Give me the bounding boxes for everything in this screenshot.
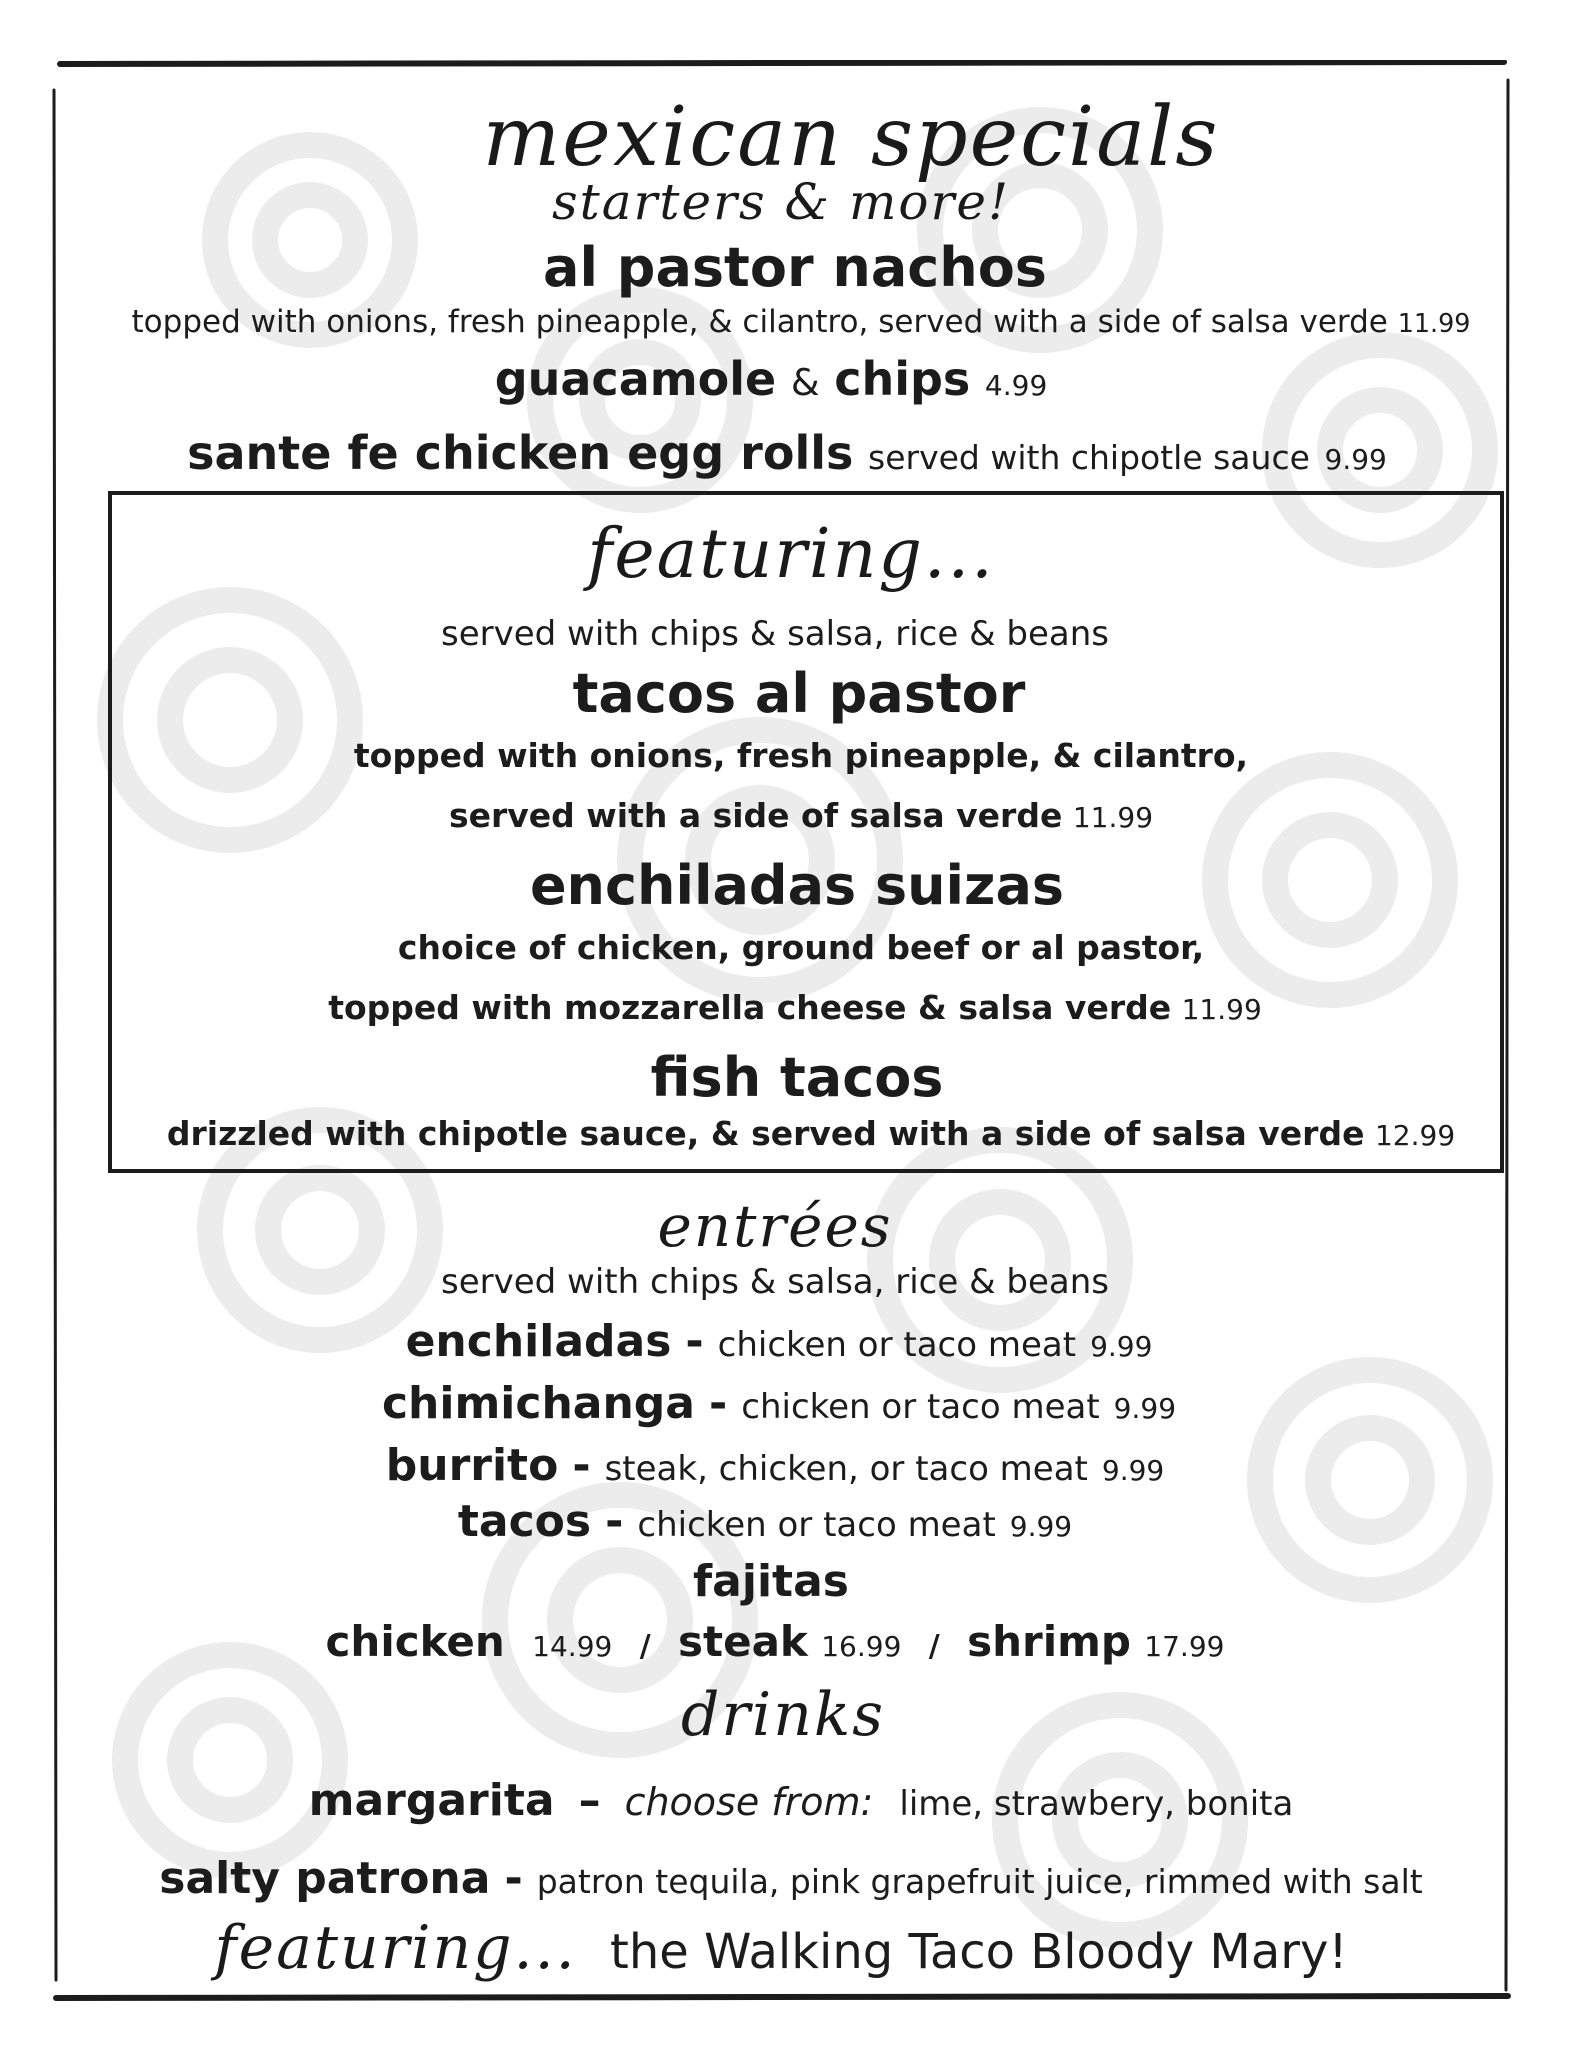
chimichanga-price: 9.99	[1113, 1392, 1177, 1425]
drinks-heading-text: drinks	[680, 1680, 886, 1750]
fajitas-steak-name: steak	[678, 1617, 808, 1666]
margarita-options: lime, strawbery, bonita	[899, 1784, 1294, 1824]
enchiladas-price: 9.99	[1090, 1330, 1153, 1363]
margarita-sep: –	[578, 1775, 601, 1826]
fajitas-name: fajitas	[693, 1556, 849, 1607]
entrees-served: served with chips & salsa, rice & beans	[440, 1262, 1109, 1302]
nachos-desc-text: topped with onions, fresh pineapple, & cilantro, served with a side of salsa verde	[131, 304, 1388, 340]
margarita-name: margarita	[308, 1775, 555, 1826]
guac-name: guacamole	[494, 352, 777, 406]
fajitas-options	[0, 1614, 1566, 1675]
nachos-desc	[10, 302, 1582, 343]
fajitas-sep-2: /	[928, 1629, 940, 1664]
eggrolls-line	[0, 423, 1578, 490]
nachos-name: al pastor nachos	[543, 236, 1047, 299]
guac-price: 4.99	[984, 369, 1048, 402]
enchiladas-suizas-desc1: choice of chicken, ground beef or al pastor,	[397, 928, 1205, 967]
eggrolls-desc: served with chipotle sauce	[868, 438, 1310, 477]
tacos-sep: -	[605, 1496, 624, 1547]
menu-subtitle	[0, 172, 1572, 232]
patrona-line	[0, 1850, 1582, 1911]
fajitas-shrimp-name: shrimp	[967, 1617, 1131, 1666]
chimichanga-sep: -	[709, 1378, 728, 1429]
tacos-name: tacos	[457, 1496, 592, 1547]
fajitas-shrimp-price: 17.99	[1144, 1630, 1225, 1663]
fish-tacos-desc	[20, 1112, 1582, 1158]
tacos-al-pastor-desc2-text: served with a side of salsa verde	[448, 796, 1063, 835]
fajitas-chicken-name: chicken	[325, 1617, 505, 1666]
menu-title-text: mexican specials	[482, 90, 1220, 185]
tacos-al-pastor-desc1: topped with onions, fresh pineapple, & cilantro,	[353, 736, 1249, 775]
fajitas-sep-1: /	[639, 1629, 651, 1664]
featuring-heading	[0, 512, 1582, 598]
entrees-heading-text: entrées	[657, 1192, 893, 1260]
featuring-heading-text: featuring...	[587, 515, 995, 594]
burrito-price: 9.99	[1101, 1454, 1165, 1487]
tacos-al-pastor-desc2	[10, 794, 1582, 840]
enchiladas-suizas-price: 11.99	[1181, 993, 1262, 1026]
featuring-served: served with chips & salsa, rice & beans	[440, 614, 1109, 654]
bloody-mary-line	[0, 1912, 1572, 1988]
guac-amp: &	[790, 361, 820, 404]
fish-tacos-name: fish tacos	[650, 1046, 944, 1109]
fish-tacos-desc-text: drizzled with chipotle sauce, & served with a side of salsa verde	[166, 1114, 1365, 1153]
tacos-price: 9.99	[1009, 1510, 1073, 1543]
chimichanga-desc: chicken or taco meat	[741, 1387, 1100, 1427]
burrito-name: burrito	[385, 1440, 559, 1491]
burrito-line	[0, 1438, 1566, 1499]
chimichanga-name: chimichanga	[381, 1378, 695, 1429]
burrito-sep: -	[572, 1440, 591, 1491]
chimichanga-line	[0, 1376, 1570, 1437]
chips-name: chips	[834, 352, 971, 406]
tacos-al-pastor-name: tacos al pastor	[572, 662, 1026, 725]
margarita-line	[10, 1772, 1582, 1833]
patrona-desc: patron tequila, pink grapefruit juice, rimmed with salt	[536, 1862, 1423, 1901]
enchiladas-sep: -	[685, 1316, 704, 1367]
fajitas-chicken-price: 14.99	[532, 1630, 613, 1663]
enchiladas-desc: chicken or taco meat	[717, 1325, 1077, 1365]
patrona-name: salty patrona	[159, 1853, 491, 1904]
bloody-mary-text: the Walking Taco Bloody Mary!	[610, 1924, 1348, 1980]
tacos-desc: chicken or taco meat	[637, 1505, 996, 1545]
entrees-heading	[0, 1190, 1566, 1262]
eggrolls-price: 9.99	[1324, 443, 1387, 476]
enchiladas-suizas-desc2-text: topped with mozzarella cheese & salsa verde	[328, 988, 1172, 1027]
nachos-price: 11.99	[1397, 308, 1471, 338]
margarita-choose: choose from:	[624, 1780, 874, 1824]
burrito-desc: steak, chicken, or taco meat	[604, 1449, 1088, 1489]
tacos-al-pastor-price: 11.99	[1072, 801, 1154, 834]
enchiladas-line	[0, 1314, 1570, 1375]
drinks-heading	[0, 1676, 1574, 1754]
guac-line	[0, 350, 1562, 415]
fajitas-steak-price: 16.99	[821, 1630, 902, 1663]
enchiladas-name: enchiladas	[405, 1316, 672, 1367]
bloody-mary-lead: featuring...	[214, 1913, 577, 1983]
enchiladas-suizas-desc2	[4, 986, 1582, 1032]
fish-tacos-price: 12.99	[1374, 1119, 1456, 1152]
enchiladas-suizas-name: enchiladas suizas	[529, 854, 1065, 917]
tacos-line	[0, 1494, 1556, 1555]
patrona-sep: -	[504, 1853, 523, 1904]
eggrolls-name: sante fe chicken egg rolls	[187, 426, 854, 480]
menu-subtitle-text: starters & more!	[551, 173, 1011, 231]
